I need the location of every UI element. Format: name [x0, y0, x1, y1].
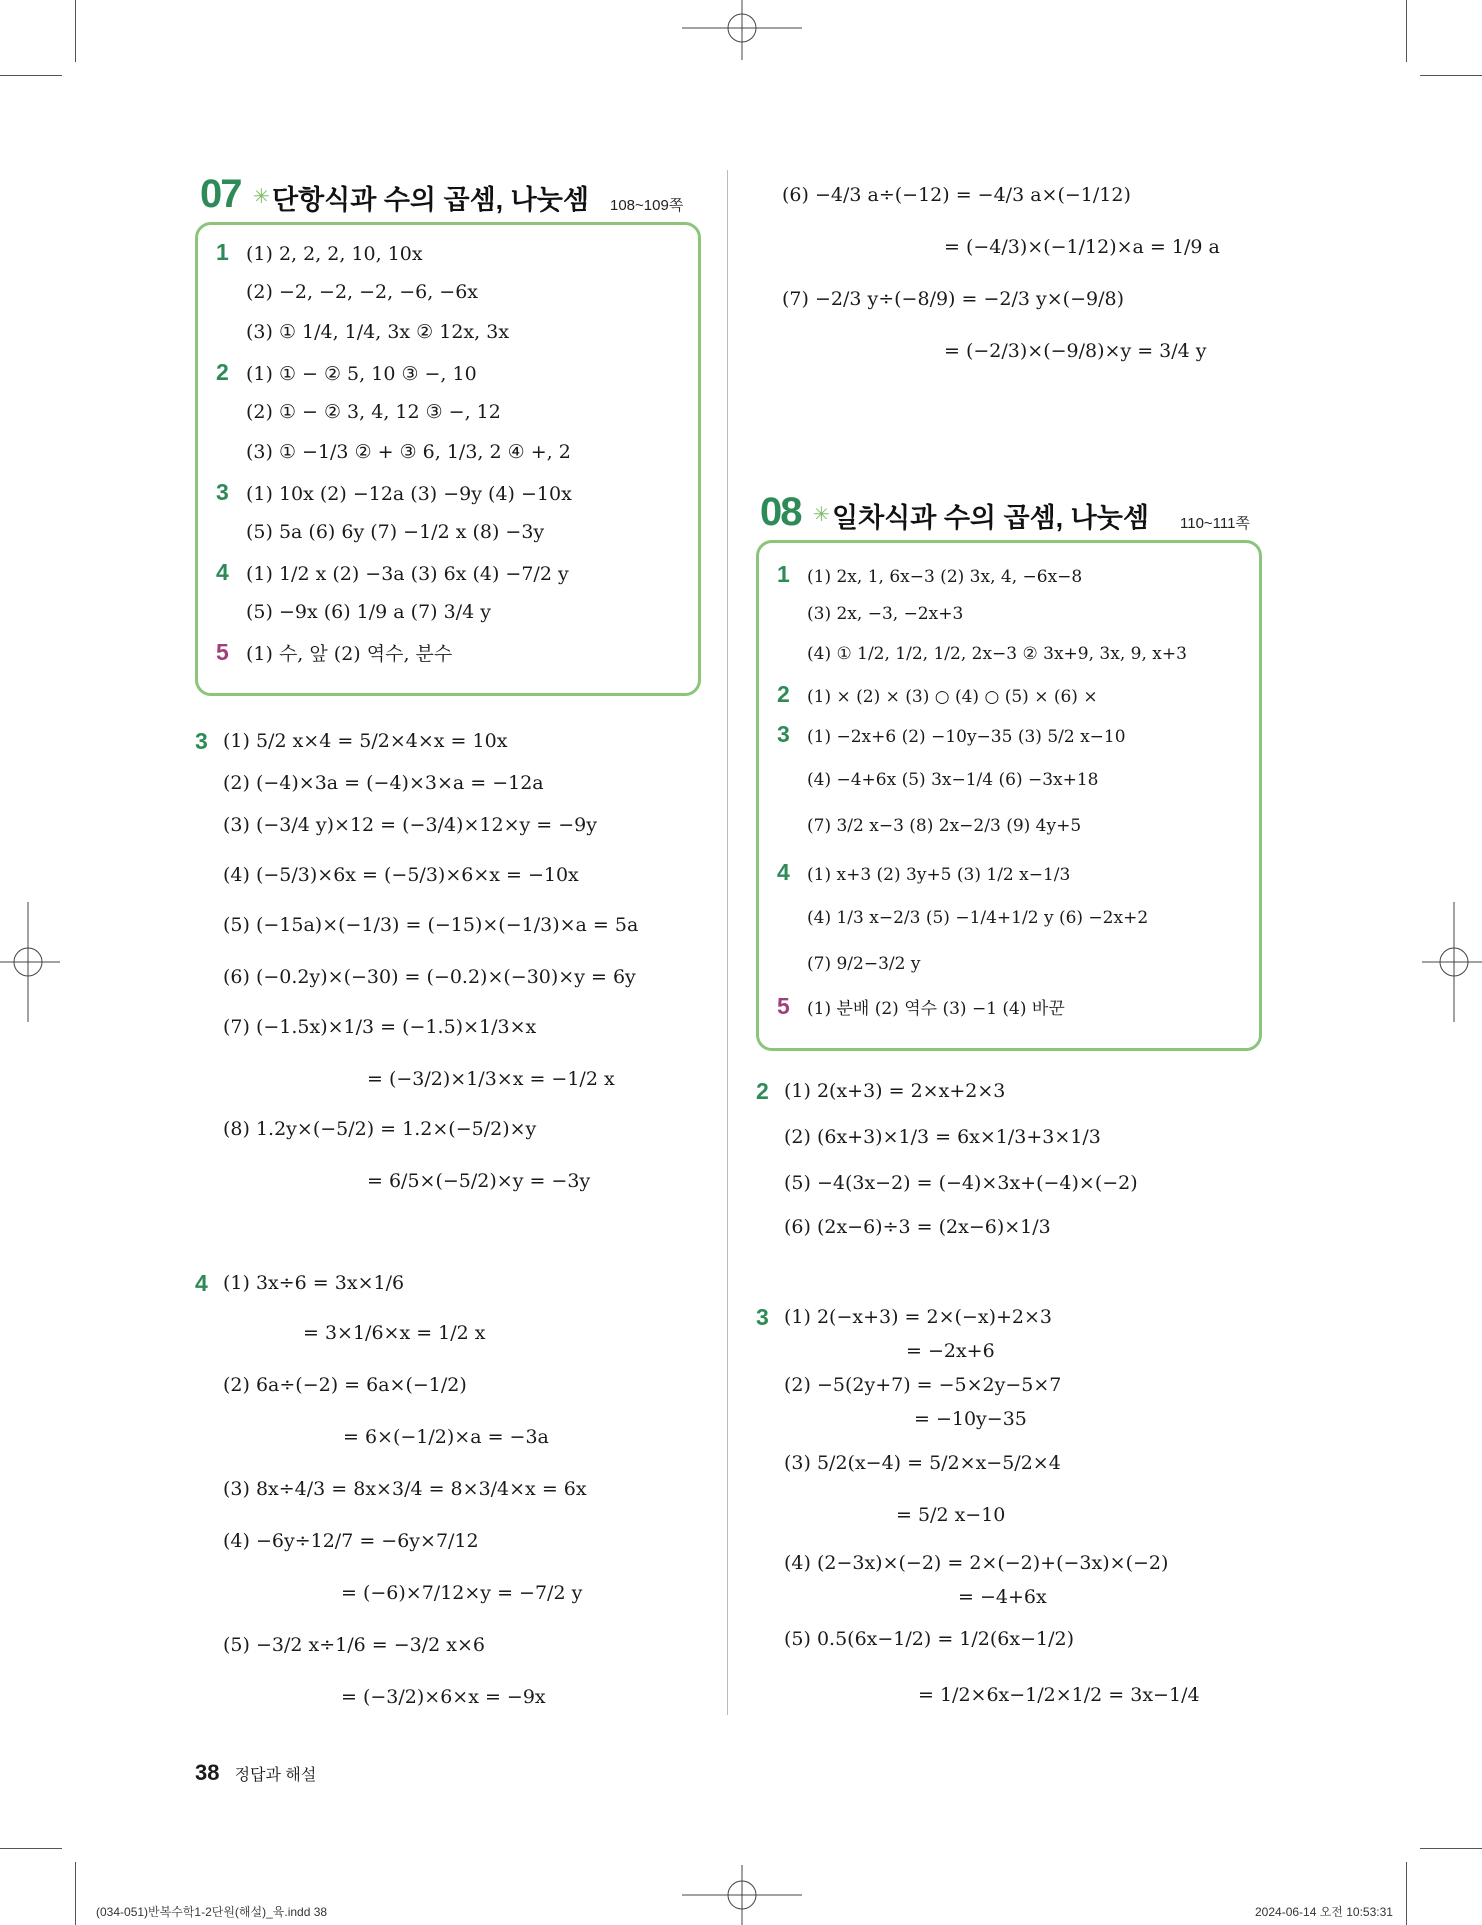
problem-number: 3: [756, 1304, 769, 1330]
crop-mark: [75, 1862, 76, 1925]
problem-number: 2: [756, 1078, 769, 1104]
footer-section-label: 정답과 해설: [234, 1767, 317, 1784]
answer-row: (3) 2x, −3, −2x+3: [807, 604, 964, 624]
page-range: 110~111쪽: [1180, 515, 1250, 532]
section-title: 일차식과 수의 곱셈, 나눗셈: [832, 503, 1149, 533]
solution-line: (5) (−15a)×(−1/3) = (−15)×(−1/3)×a = 5a: [223, 914, 639, 936]
answer-list: [216, 239, 572, 679]
answer-row: (4) −4+6x (5) 3x−1/4 (6) −3x+18: [807, 770, 1099, 790]
page-footer: [195, 1760, 316, 1786]
solution-line: = −4+6x: [958, 1586, 1047, 1608]
crop-mark: [1406, 0, 1407, 62]
solution-line: (4) (2−3x)×(−2) = 2×(−2)+(−3x)×(−2): [784, 1552, 1169, 1574]
answer-row: 1 (1) 2x, 1, 6x−3 (2) 3x, 4, −6x−8: [777, 561, 1083, 587]
page-number: 38: [195, 1760, 220, 1785]
solution-line: (2) (−4)×3a = (−4)×3×a = −12a: [223, 772, 544, 794]
star-icon: ✳: [253, 184, 270, 208]
crop-mark: [0, 1848, 62, 1849]
solution-line: (1) 2(x+3) = 2×x+2×3: [784, 1080, 1006, 1102]
answer-row: (2) −2, −2, −2, −6, −6x: [246, 281, 479, 303]
solution-line: = −2x+6: [906, 1340, 995, 1362]
answer-row: 5 (1) 분배 (2) 역수 (3) −1 (4) 바꾼: [777, 993, 1065, 1019]
solution-line: = 6×(−1/2)×a = −3a: [343, 1426, 549, 1448]
answer-box-07: [195, 222, 701, 696]
answer-row: (3) ① 1/4, 1/4, 3x ② 12x, 3x: [246, 321, 510, 343]
solution-line: (6) (2x−6)÷3 = (2x−6)×1/3: [784, 1216, 1051, 1238]
answer-row: 3 (1) 10x (2) −12a (3) −9y (4) −10x: [216, 479, 572, 505]
solution-line: (2) (6x+3)×1/3 = 6x×1/3+3×1/3: [784, 1126, 1101, 1148]
solution-line: (6) −4/3 a÷(−12) = −4/3 a×(−1/12): [782, 184, 1131, 206]
crop-mark: [1420, 75, 1482, 76]
solution-line: (3) (−3/4 y)×12 = (−3/4)×12×y = −9y: [223, 814, 597, 836]
solution-line: = 1/2×6x−1/2×1/2 = 3x−1/4: [918, 1684, 1200, 1706]
answer-row: (7) 3/2 x−3 (8) 2x−2/3 (9) 4y+5: [807, 816, 1082, 836]
solution-line: (5) −4(3x−2) = (−4)×3x+(−4)×(−2): [784, 1172, 1138, 1194]
crop-mark: [1406, 1862, 1407, 1925]
registration-mark-bottom: [682, 1865, 802, 1925]
answer-box-08: [756, 540, 1262, 1051]
answer-row: (4) ① 1/2, 1/2, 1/2, 2x−3 ② 3x+9, 3x, 9, x+3: [807, 644, 1187, 664]
solution-line: (1) 3x÷6 = 3x×1/6: [223, 1272, 405, 1294]
print-timestamp: 2024-06-14 오전 10:53:31: [1255, 1905, 1393, 1919]
problem-number: 3: [195, 728, 208, 754]
answer-row: (5) 5a (6) 6y (7) −1/2 x (8) −3y: [246, 521, 545, 543]
answer-row: 4 (1) x+3 (2) 3y+5 (3) 1/2 x−1/3: [777, 859, 1071, 885]
solution-line: = −10y−35: [914, 1408, 1027, 1430]
solution-line: (3) 8x÷4/3 = 8x×3/4 = 8×3/4×x = 6x: [223, 1478, 587, 1500]
problem-number: 4: [195, 1270, 208, 1296]
solution-line: (4) (−5/3)×6x = (−5/3)×6×x = −10x: [223, 864, 579, 886]
solution-line: = (−4/3)×(−1/12)×a = 1/9 a: [944, 236, 1220, 258]
solution-line: (2) 6a÷(−2) = 6a×(−1/2): [223, 1374, 467, 1396]
answer-row: (5) −9x (6) 1/9 a (7) 3/4 y: [246, 601, 491, 623]
answer-row: 2 (1) × (2) × (3) ○ (4) ○ (5) × (6) ×: [777, 681, 1098, 707]
registration-mark-left: [0, 902, 60, 1022]
solution-line: (5) 0.5(6x−1/2) = 1/2(6x−1/2): [784, 1628, 1075, 1650]
answer-row: 5 (1) 수, 앞 (2) 역수, 분수: [216, 639, 453, 665]
solution-line: (6) (−0.2y)×(−30) = (−0.2)×(−30)×y = 6y: [223, 966, 636, 988]
section-number: 07: [200, 172, 241, 216]
solution-line: (1) 5/2 x×4 = 5/2×4×x = 10x: [223, 730, 508, 752]
answer-list: [777, 561, 1187, 1033]
solution-line: = (−6)×7/12×y = −7/2 y: [341, 1582, 583, 1604]
crop-mark: [1420, 1848, 1482, 1849]
solution-line: (7) −2/3 y÷(−8/9) = −2/3 y×(−9/8): [782, 288, 1124, 310]
solution-line: = 5/2 x−10: [896, 1504, 1006, 1526]
star-icon: ✳: [813, 502, 830, 526]
solution-line: (7) (−1.5x)×1/3 = (−1.5)×1/3×x: [223, 1016, 537, 1038]
page-range: 108~109쪽: [610, 197, 684, 214]
section-title: 단항식과 수의 곱셈, 나눗셈: [272, 185, 589, 215]
solution-line: = (−3/2)×1/3×x = −1/2 x: [367, 1068, 615, 1090]
section-07-header: [200, 172, 690, 218]
registration-mark-right: [1422, 902, 1482, 1022]
solution-line: (8) 1.2y×(−5/2) = 1.2×(−5/2)×y: [223, 1118, 537, 1140]
answer-row: 3 (1) −2x+6 (2) −10y−35 (3) 5/2 x−10: [777, 721, 1126, 747]
registration-mark-top: [682, 0, 802, 60]
answer-row: (2) ① − ② 3, 4, 12 ③ −, 12: [246, 401, 501, 423]
solution-line: = 3×1/6×x = 1/2 x: [303, 1322, 486, 1344]
answer-row: 2 (1) ① − ② 5, 10 ③ −, 10: [216, 359, 477, 385]
answer-row: 4 (1) 1/2 x (2) −3a (3) 6x (4) −7/2 y: [216, 559, 569, 585]
solution-line: = (−2/3)×(−9/8)×y = 3/4 y: [944, 340, 1207, 362]
answer-row: 1 (1) 2, 2, 2, 10, 10x: [216, 239, 423, 265]
section-08-header: [760, 490, 1260, 536]
solution-line: = 6/5×(−5/2)×y = −3y: [367, 1170, 591, 1192]
solution-line: (2) −5(2y+7) = −5×2y−5×7: [784, 1374, 1062, 1396]
file-info: (034-051)반복수학1-2단원(해설)_육.indd 38: [96, 1905, 328, 1919]
section-number: 08: [760, 490, 801, 534]
answer-row: (4) 1/3 x−2/3 (5) −1/4+1/2 y (6) −2x+2: [807, 908, 1149, 928]
crop-mark: [75, 0, 76, 62]
answer-row: (7) 9/2−3/2 y: [807, 954, 921, 974]
crop-mark: [0, 75, 62, 76]
solution-line: (1) 2(−x+3) = 2×(−x)+2×3: [784, 1306, 1052, 1328]
solution-line: (5) −3/2 x÷1/6 = −3/2 x×6: [223, 1634, 485, 1656]
solution-line: = (−3/2)×6×x = −9x: [341, 1686, 546, 1708]
solution-line: (4) −6y÷12/7 = −6y×7/12: [223, 1530, 479, 1552]
answer-row: (3) ① −1/3 ② + ③ 6, 1/3, 2 ④ +, 2: [246, 441, 571, 463]
column-divider: [727, 170, 728, 1715]
solution-line: (3) 5/2(x−4) = 5/2×x−5/2×4: [784, 1452, 1061, 1474]
